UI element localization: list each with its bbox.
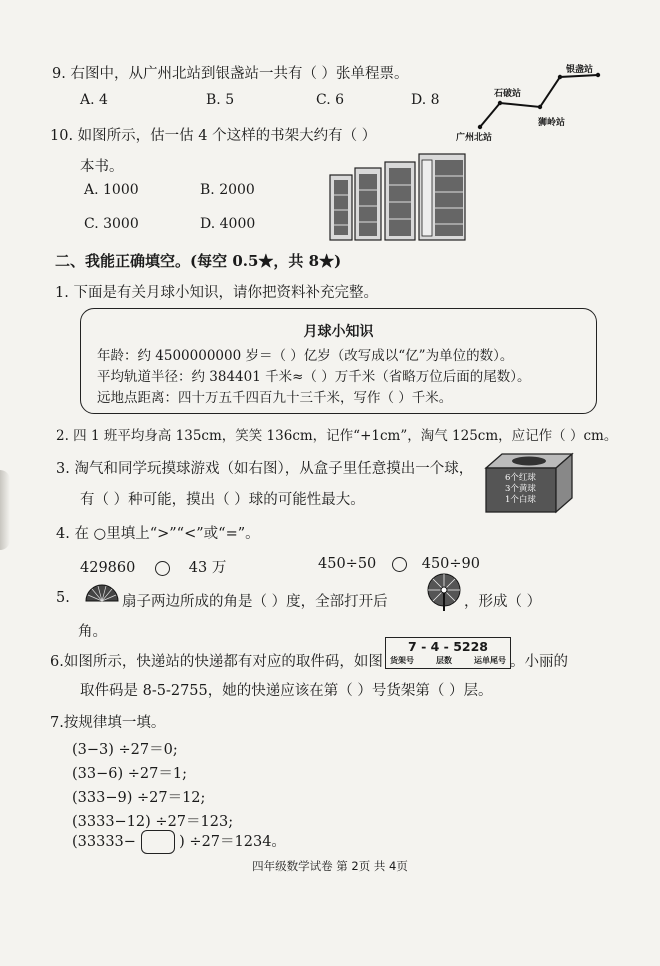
q3-text-2: 有（ ）种可能，摸出（ ）球的可能性最大。	[80, 492, 365, 508]
fully-open-fan-icon	[424, 572, 464, 612]
q4-right-b: 450÷90	[421, 556, 480, 572]
moon-apogee-line: 远地点距离：四十万五千四百九十三千米，写作（ ）千米。	[97, 390, 453, 406]
q4-left-b: 43 万	[188, 560, 227, 576]
q7-last-b: ) ÷27＝1234。	[179, 834, 286, 850]
pickup-code-value: 7 - 4 - 5228	[408, 639, 488, 654]
q7-last-a: (33333−	[72, 834, 136, 850]
q4-compare-right	[318, 556, 480, 572]
q6-text-2: 取件码是 8-5-2755，她的快递应该在第（ ）号货架第（ ）层。	[80, 683, 493, 699]
page-edge-shadow	[0, 470, 10, 550]
bookshelves-illustration	[325, 150, 470, 245]
q5-text-2: ，形成（ ）	[464, 594, 542, 610]
station-shipo: 石破站	[494, 89, 522, 99]
q7-line-1: (3−3) ÷27＝0;	[72, 742, 178, 758]
q9-option-b: B. 5	[206, 92, 235, 108]
q7-line-5	[72, 830, 286, 854]
q9-text: 9. 右图中，从广州北站到银盏站一共有（ ）张单程票。	[52, 66, 409, 82]
station-shiling: 狮岭站	[538, 118, 566, 128]
q3-text-1: 3. 淘气和同学玩摸球游戏（如右图），从盒子里任意摸出一个球，	[56, 461, 474, 477]
q9-option-d: D. 8	[411, 92, 440, 108]
code-label-tracking: 运单尾号	[474, 656, 506, 665]
q6-text-1b: 。小丽的	[510, 654, 568, 670]
q7-line-2: (33−6) ÷27＝1;	[72, 766, 187, 782]
code-label-layer: 层数	[436, 656, 452, 665]
q10-option-c: C. 3000	[84, 216, 139, 232]
q4-right-circle[interactable]	[392, 557, 407, 572]
q7-line-4: (3333−12) ÷27＝123;	[72, 814, 234, 830]
ball-box-label-yellow: 3个黄球	[505, 484, 536, 494]
ball-box-label-red: 6个红球	[505, 473, 536, 483]
q4-compare-left	[80, 556, 226, 577]
q4-left-circle[interactable]	[155, 561, 170, 576]
q9-option-c: C. 6	[316, 92, 345, 108]
q4-text: 4. 在 ○里填上“>”“<”或“=”。	[56, 526, 260, 542]
station-guangzhou-north: 广州北站	[456, 133, 493, 143]
q10-text: 10. 如图所示，估一估 4 个这样的书架大约有（ ）	[50, 128, 377, 144]
q7-line-3: (333−9) ÷27＝12;	[72, 790, 206, 806]
ball-box-label-white: 1个白球	[505, 495, 536, 505]
q2-text: 2. 四 1 班平均身高 135cm，笑笑 136cm，记作“+1cm”，淘气 125cm，应记作（ ）cm。	[56, 428, 618, 444]
q10-option-d: D. 4000	[200, 216, 256, 232]
q4-right-a: 450÷50	[318, 556, 377, 572]
section-2-title: 二、我能正确填空。(每空 0.5★，共 8★)	[55, 252, 342, 270]
pickup-code-example	[385, 637, 511, 669]
q9-option-a: A. 4	[80, 92, 108, 108]
q7-answer-box[interactable]	[141, 830, 175, 854]
q10-option-a: A. 1000	[84, 182, 139, 198]
q5-text-1: 扇子两边所成的角是（ ）度，全部打开后	[122, 594, 388, 610]
q10-text-2: 本书。	[80, 159, 124, 175]
moon-facts-box	[80, 308, 597, 414]
pickup-code-labels	[390, 655, 506, 666]
page-footer: 四年级数学试卷 第 2页 共 4页	[252, 859, 408, 873]
q10-option-b: B. 2000	[200, 182, 255, 198]
station-yinzhan: 银盏站	[566, 65, 594, 75]
q1-text: 1. 下面是有关月球小知识，请你把资料补充完整。	[55, 285, 378, 301]
half-open-fan-icon	[83, 581, 121, 603]
q7-text: 7.按规律填一填。	[50, 715, 166, 731]
q4-left-a: 429860	[80, 560, 136, 576]
moon-age-line: 年龄：约 4500000000 岁＝（ ）亿岁（改写成以“亿”为单位的数）。	[97, 348, 514, 364]
moon-facts-title: 月球小知识	[303, 324, 374, 340]
code-label-shelf: 货架号	[390, 656, 414, 665]
q6-text-1: 6.如图所示，快递站的快递都有对应的取件码，如图	[50, 654, 383, 670]
q5-number: 5.	[56, 590, 70, 606]
moon-radius-line: 平均轨道半径：约 384401 千米≈（ ）万千米（省略万位后面的尾数）。	[97, 369, 531, 385]
q5-text-3: 角。	[78, 624, 107, 640]
